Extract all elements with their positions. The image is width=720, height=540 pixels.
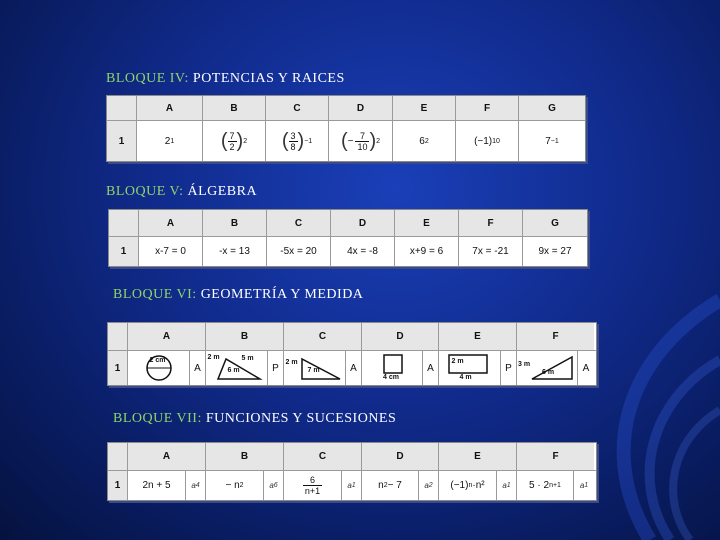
cell-e-expression: (−1) n ·n² [439,471,497,500]
block-v-table [108,209,588,267]
block-vi-heading [113,287,363,303]
col-header-c: C [267,210,331,236]
row-label: 1 [107,121,137,161]
col-header-e: E [439,443,517,470]
block-vi-table [107,322,597,386]
row-label: 1 [108,351,128,385]
cell-e-quantity: P [501,351,517,385]
col-header-b: B [203,210,267,236]
cell-f: 7x = -21 [459,237,523,266]
col-header-b: B [206,323,284,350]
cell-f: (−1) 10 [456,121,519,161]
col-header-a: A [128,443,206,470]
cell-a: x-7 = 0 [139,237,203,266]
row-label: 1 [108,471,128,500]
cell-a-term: a 4 [186,471,206,500]
col-header-f: F [517,443,594,470]
cell-c-term: a 1 [342,471,362,500]
square-figure: 4 cm [372,353,412,383]
cell-d-quantity: A [423,351,439,385]
block-vi-label: BLOQUE VI: [113,287,197,302]
table-row [107,121,585,161]
col-header-e: E [395,210,459,236]
cell-f-figure [517,351,578,385]
col-header-f: F [456,96,519,120]
cell-c-expression: $\frac{6}{n+1}$ [284,471,342,500]
col-header-d: D [362,443,439,470]
cell-c-quantity: A [346,351,362,385]
block-iv-label: BLOQUE IV: [106,71,189,86]
col-header-g: G [523,210,587,236]
col-header-f: F [459,210,523,236]
triangle-figure: 2 m 5 m 6 m [208,353,266,383]
corner-cell [107,96,137,120]
block-vii-table [107,442,597,501]
cell-b: -x = 13 [203,237,267,266]
col-header-e: E [393,96,456,120]
cell-e: x+9 = 6 [395,237,459,266]
block-vii-title: FUNCIONES Y SUCESIONES [205,411,397,426]
block-vii-heading [113,411,396,427]
cell-c: -5x = 20 [267,237,331,266]
col-header-g: G [519,96,585,120]
block-vii-label: BLOQUE VII: [113,411,202,426]
col-header-f: F [517,323,594,350]
col-header-a: A [139,210,203,236]
block-iv-heading [106,71,345,87]
col-header-b: B [206,443,284,470]
col-header-d: D [329,96,393,120]
block-v-label: BLOQUE V: [106,184,184,199]
cell-b-expression: − n 2 [206,471,264,500]
table-header-row [109,210,587,237]
cell-a: 2 1 [137,121,203,161]
cell-b-term: a 6 [264,471,284,500]
cell-a-expression: 2n + 5 [128,471,186,500]
col-header-b: B [203,96,266,120]
cell-d-term: a 2 [419,471,439,500]
row-label: 1 [109,237,139,266]
rectangle-figure: 2 m 4 m [446,353,494,383]
col-header-c: C [266,96,329,120]
cell-a-quantity: A [190,351,206,385]
col-header-c: C [284,323,362,350]
cell-b-figure [206,351,268,385]
cell-e-term: a 1 [497,471,517,500]
cell-c: ( $\frac{3}{8}$ ) −1 [266,121,329,161]
col-header-e: E [439,323,517,350]
corner-cell [108,323,128,350]
cell-e: 6 2 [393,121,456,161]
col-header-a: A [137,96,203,120]
cell-d: 4x = -8 [331,237,395,266]
cell-c-figure [284,351,346,385]
col-header-d: D [331,210,395,236]
cell-b: ( $\frac{7}{2}$ ) 2 [203,121,266,161]
col-header-d: D [362,323,439,350]
col-header-a: A [128,323,206,350]
table-row [109,237,587,266]
cell-e-figure [439,351,501,385]
table-header-row [108,443,596,471]
cell-d-figure [362,351,423,385]
block-iv-table [106,95,586,162]
corner-cell [108,443,128,470]
table-row [108,471,596,500]
cell-f-expression: 5 · 2 n+1 [517,471,574,500]
circle-figure: 2 cm [142,353,176,383]
block-v-heading [106,184,257,200]
corner-cell [109,210,139,236]
table-header-row [108,323,596,351]
cell-d-expression: n 2 − 7 [362,471,419,500]
cell-g: 9x = 27 [538,246,572,257]
table-header-row [107,96,585,121]
cell-b-quantity: P [268,351,284,385]
cell-a-figure [128,351,190,385]
cell-f-term: a 1 [579,481,589,490]
cell-d: ( − $\frac{7}{10}$ ) 2 [329,121,393,161]
block-iv-title: POTENCIAS Y RAICES [192,71,345,86]
col-header-c: C [284,443,362,470]
cell-g: 7 −1 [545,135,559,147]
right-triangle-figure: 3 m 6 m [518,353,576,383]
table-row [108,351,596,385]
right-triangle-figure: 2 m 7 m [286,353,344,383]
cell-f-quantity: A [582,362,590,374]
block-vi-title: GEOMETRÍA Y MEDIDA [200,287,364,302]
block-v-title: ÁLGEBRA [187,184,258,199]
